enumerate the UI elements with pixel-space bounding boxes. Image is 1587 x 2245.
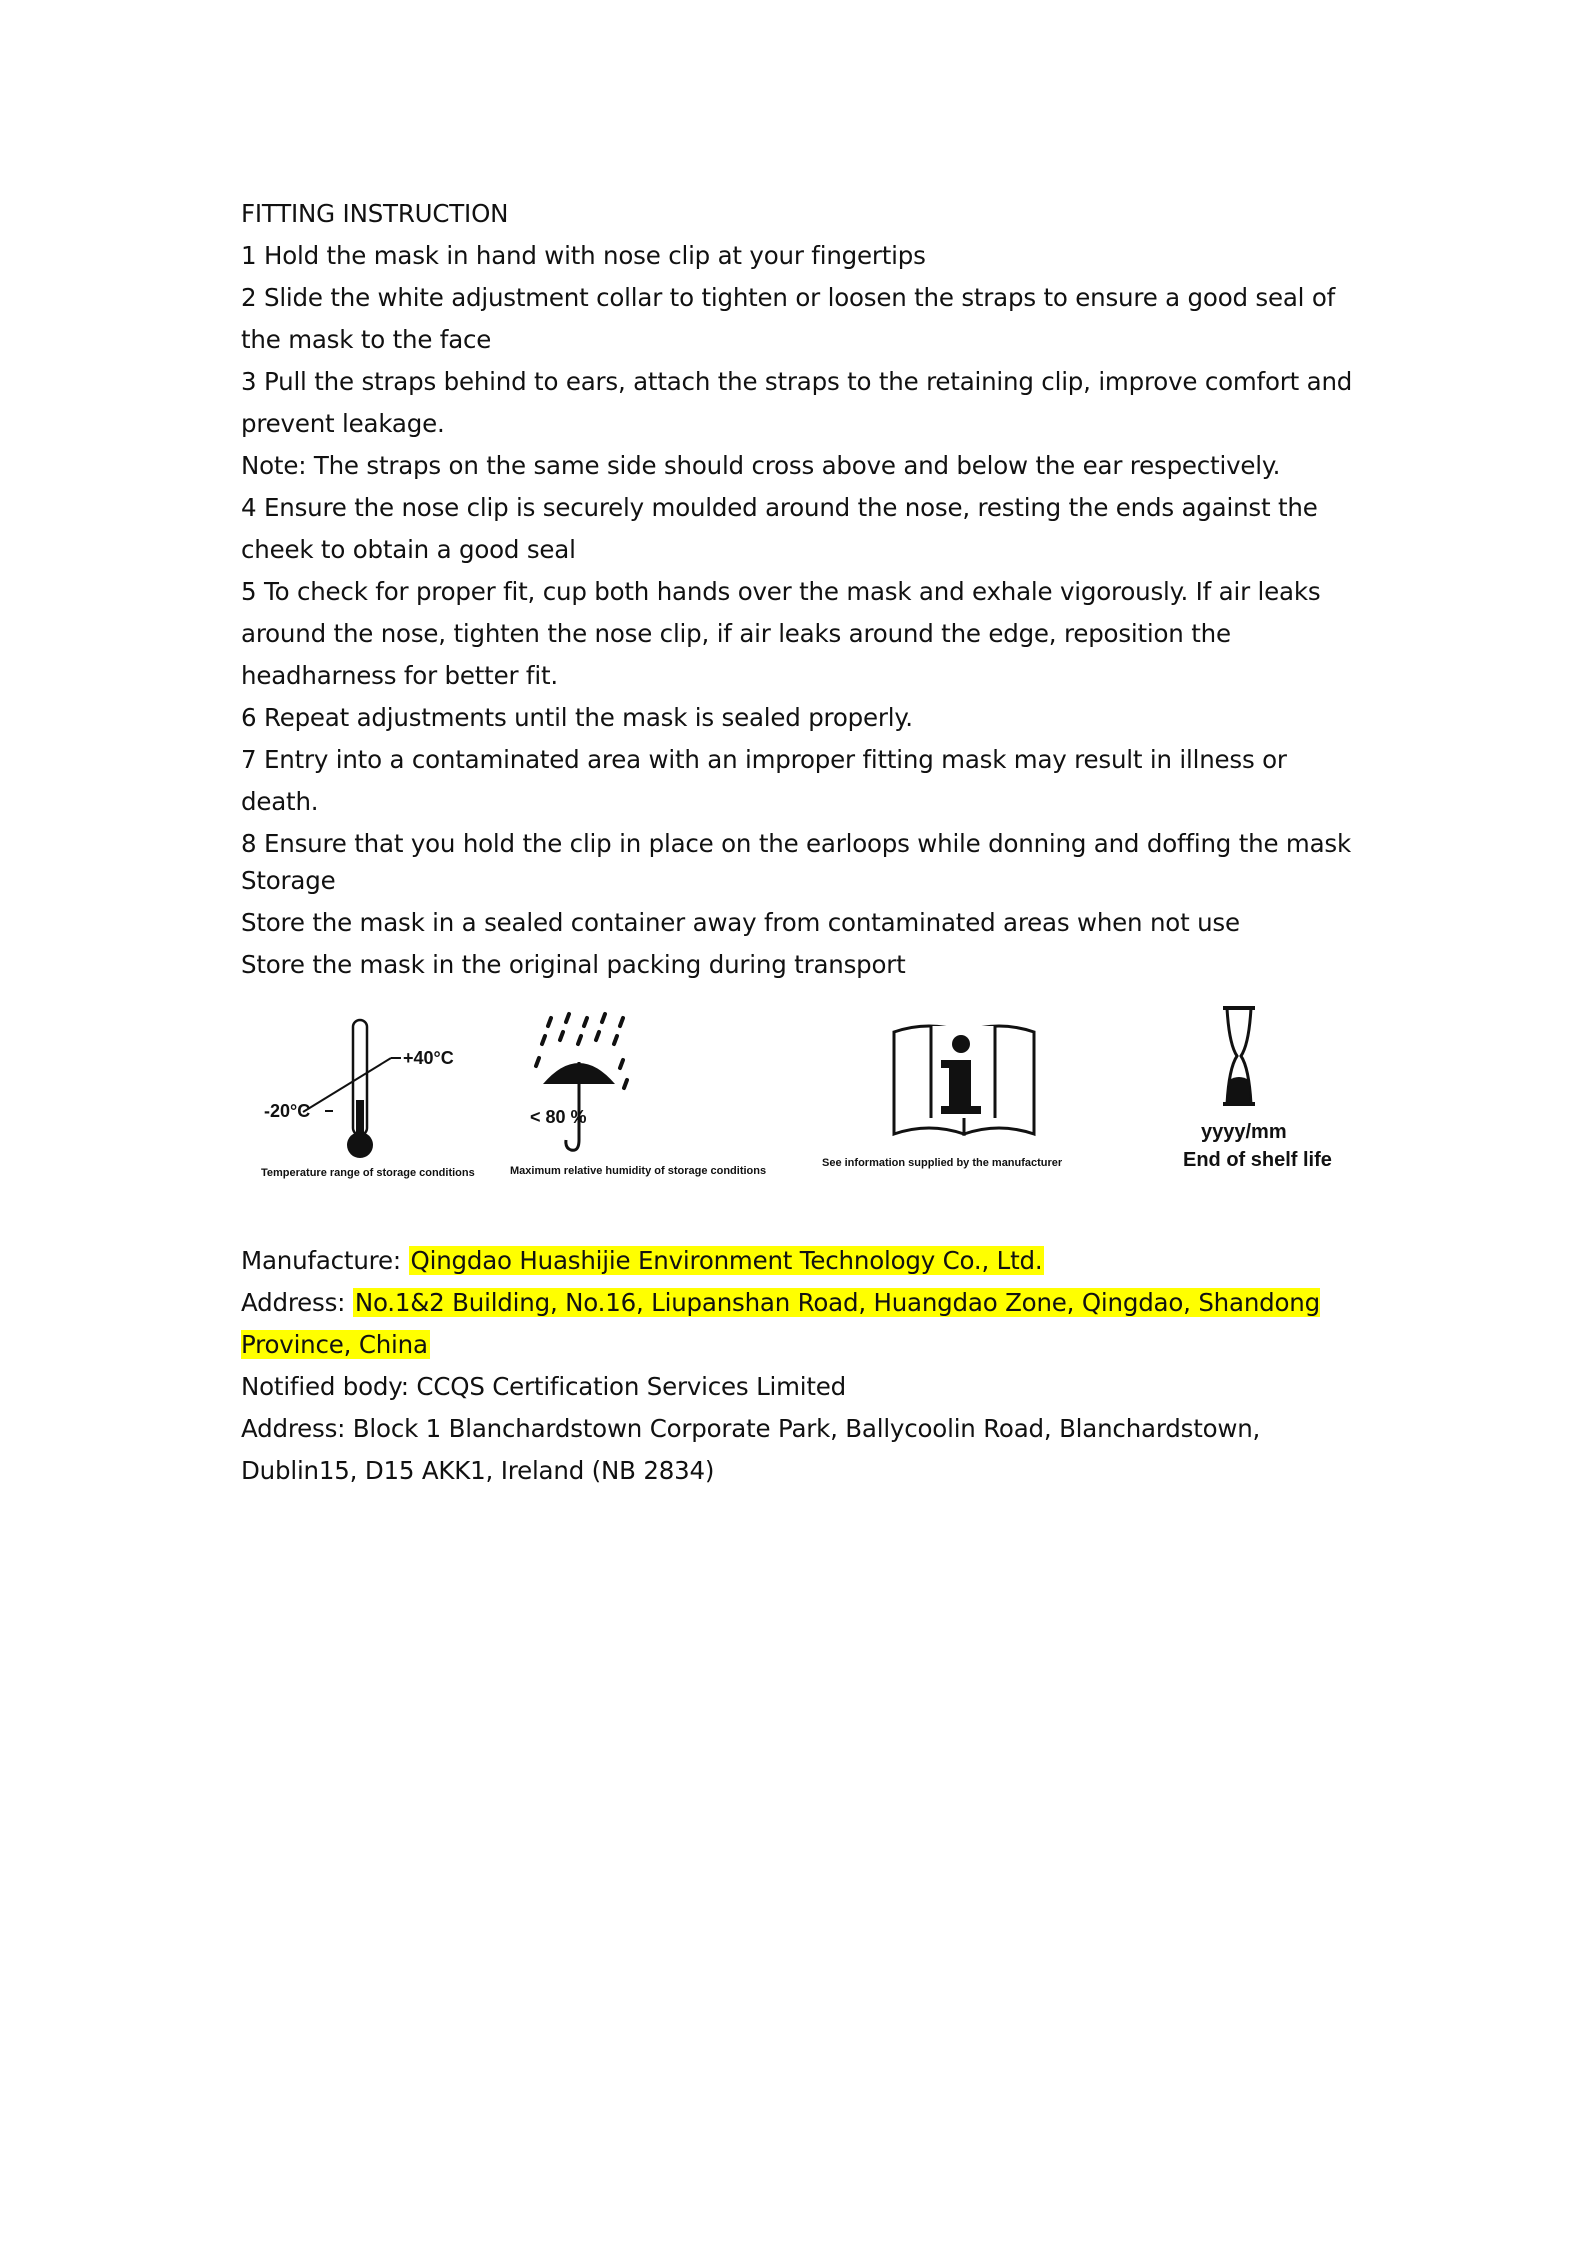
umbrella-rain-icon [511, 1000, 771, 1190]
manufacture-label: Manufacture: [241, 1246, 409, 1275]
fitting-step: 6 Repeat adjustments until the mask is sealed properly. [241, 703, 913, 732]
address-line [241, 1282, 1361, 1366]
thermometer-icon [241, 1000, 491, 1190]
hourglass-icon [1149, 1000, 1369, 1190]
fitting-step: 7 Entry into a contaminated area with an improper fitting mask may result in illness or death. [241, 745, 1287, 816]
temp-caption: Temperature range of storage conditions [261, 1167, 475, 1179]
fitting-step: 5 To check for proper fit, cup both hands over the mask and exhale vigorously. If air leaks around the nose, tighten the nose clip, if air leaks around the edge, reposition the headharness for better fit. [241, 577, 1321, 690]
humidity-value: < 80 % [530, 1107, 587, 1127]
info-symbol [819, 1000, 1119, 1190]
storage-section [241, 860, 1361, 986]
shelf-life-format: yyyy/mm [1201, 1121, 1287, 1143]
humidity-caption: Maximum relative humidity of storage conditions [510, 1165, 767, 1177]
fitting-step: 2 Slide the white adjustment collar to tighten or loosen the straps to ensure a good seal of the mask to the face [241, 283, 1336, 354]
fitting-note: Note: The straps on the same side should cross above and below the ear respectively. [241, 451, 1281, 480]
fitting-step: 4 Ensure the nose clip is securely moulded around the nose, resting the ends against the cheek to obtain a good seal [241, 493, 1318, 564]
storage-symbols [241, 1000, 1361, 1200]
manufacture-value: Qingdao Huashijie Environment Technology Co., Ltd. [410, 1246, 1043, 1275]
storage-heading: Storage [241, 866, 336, 895]
info-caption: See information supplied by the manufacturer [822, 1157, 1063, 1169]
fitting-step: 8 Ensure that you hold the clip in place on the earloops while donning and doffing the mask [241, 829, 1351, 858]
shelf-life-symbol [1149, 1000, 1369, 1190]
fitting-step: 1 Hold the mask in hand with nose clip at your fingertips [241, 241, 926, 270]
notified-body-line: Notified body: CCQS Certification Services Limited [241, 1372, 847, 1401]
shelf-life-caption: End of shelf life [1183, 1149, 1332, 1171]
temp-upper-label: +40°C [403, 1048, 454, 1068]
address-value: No.1&2 Building, No.16, Liupanshan Road, Huangdao Zone, Qingdao, Shandong Province, China [241, 1288, 1320, 1359]
manufacture-line [241, 1240, 1361, 1282]
fitting-step: 3 Pull the straps behind to ears, attach the straps to the retaining clip, improve comfort and prevent leakage. [241, 367, 1353, 438]
fitting-instructions [241, 193, 1361, 865]
address-label: Address: [241, 1288, 353, 1317]
temp-lower-label: -20°C [264, 1101, 311, 1121]
humidity-symbol [511, 1000, 771, 1190]
fitting-heading: FITTING INSTRUCTION [241, 199, 509, 228]
book-info-icon [819, 1000, 1119, 1190]
storage-line: Store the mask in the original packing during transport [241, 950, 906, 979]
notified-body-address: Address: Block 1 Blanchardstown Corporate Park, Ballycoolin Road, Blanchardstown, Dublin15, D15 AKK1, Ireland (NB 2834) [241, 1414, 1261, 1485]
contact-section [241, 1240, 1361, 1492]
storage-line: Store the mask in a sealed container away from contaminated areas when not use [241, 908, 1240, 937]
temperature-symbol [241, 1000, 491, 1190]
